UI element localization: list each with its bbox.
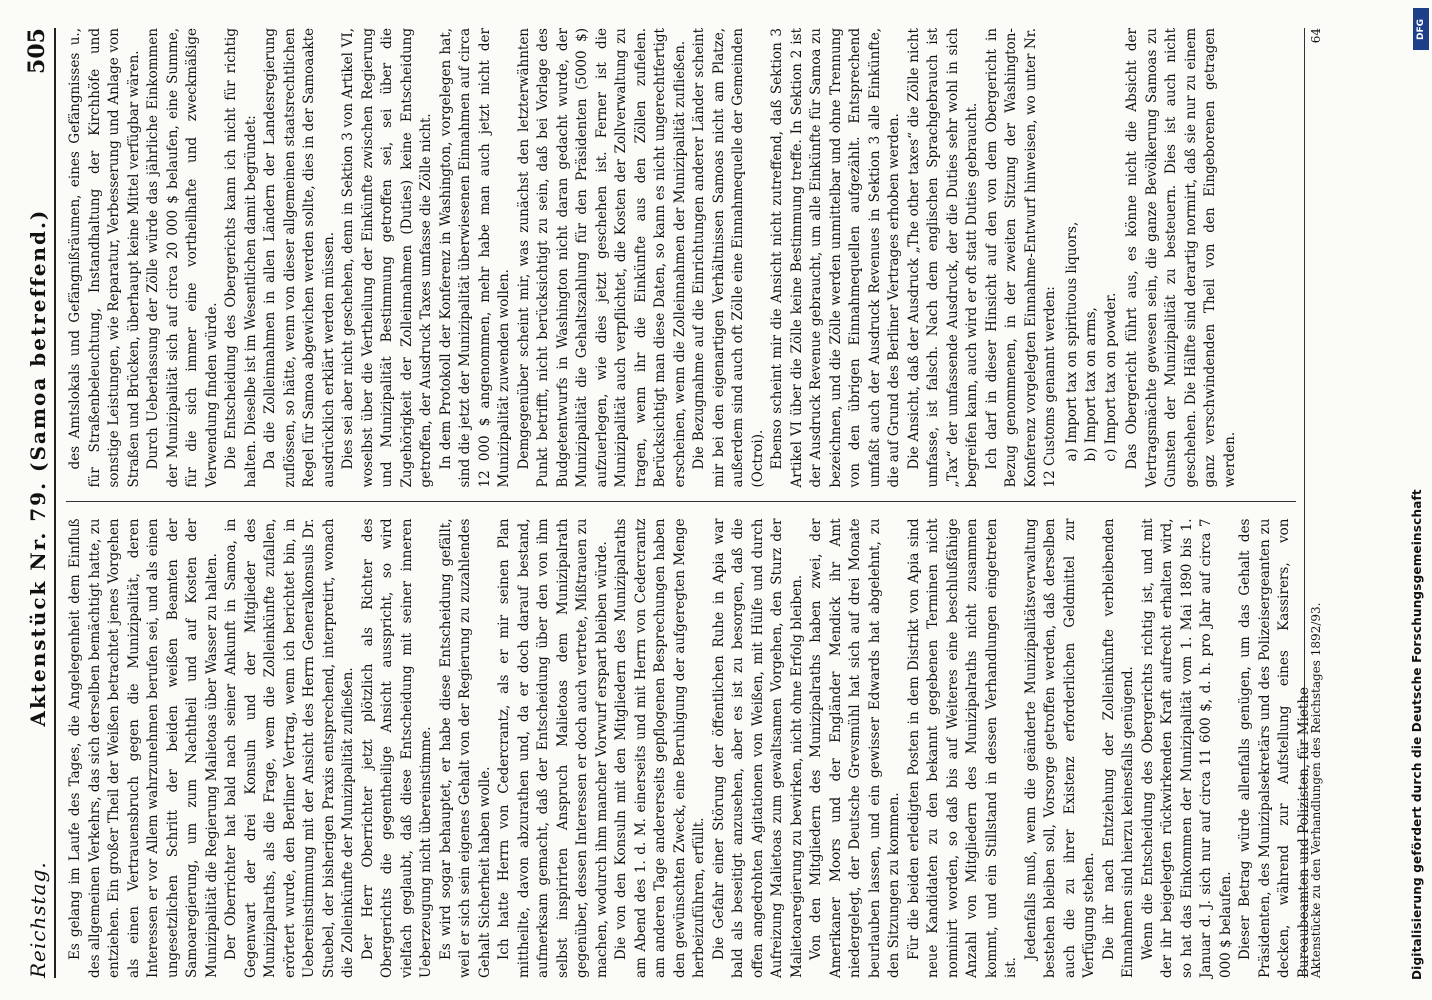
- paragraph: Jedenfalls muß, wenn die geänderte Munizipalitätsverwaltung bestehen bleiben soll, Vorsorge getroffen werden, daß derselben auch die zu ihrer Existenz erforderlichen Geldmittel zur Verfügung stehen.: [1022, 518, 1097, 978]
- paragraph: Von den Mitgliedern des Munizipalraths haben zwei, der Amerikaner Moors und der Engländer Mendick ihr Amt niedergelegt, der Deutsche Grevsmühl hat sich auf drei Monate beurlauben lassen, und ein gewisser Edwards hat abgelehnt, zu den Sitzungen zu kommen.: [808, 518, 902, 978]
- dfg-credit-strip: [1408, 10, 1430, 990]
- paragraph: In dem Protokoll der Konferenz in Washington, vorgelegen hat, sind die jetzt der Munizipalität überwiesenen Einnahmen auf circa 12 000 $ angenommen, mehr habe man auch jetzt nicht der Munizipalität zuwenden wollen.: [437, 28, 512, 488]
- paragraph: Demgegenüber scheint mir, was zunächst den letzterwähnten Punkt betrifft, nicht berücksichtigt zu sein, daß bei Vorlage des Budgetentwurfs in Washington nicht daran gedacht wurde, der Munizipalität die Gehaltszahlung für den Präsidenten (5000 $) aufzuerlegen, wie dies jetzt geschehen ist. Ferner ist die Munizipalität auch verpflichtet, die Kosten der Zollverwaltung zu tragen, wenn ihr die Einkünfte aus den Zöllen zufielen. Berücksichtigt man diese Daten, so kann es nicht ungerechtfertigt erscheinen, wenn die Zolleinnahmen der Munizipalität zufließen.: [515, 28, 688, 488]
- text-columns: [66, 28, 1312, 978]
- header-title: Aktenstück Nr. 79. (Samoa betreffend.): [26, 208, 50, 727]
- footer-source-note: Aktenstücke zu den Verhandlungen des Reichstages 1892/93.: [1309, 602, 1323, 978]
- paragraph: Die ihr nach Entziehung der Zolleinkünfte verbleibenden Einnahmen sind hierzu keinesfalls genügend.: [1100, 518, 1136, 978]
- dfg-logo-icon: DFG: [1413, 8, 1429, 50]
- paragraph: des Amtslokals und Gefängnißräumen, eines Gefängnisses u., für Straßenbeleuchtung, Instandhaltung der Kirchhöfe und sonstige Leistungen, wie Reparatur, Verbesserung und Anlage von Straßen und Brücken, überhaupt keine Mittel verfügbar wären.: [67, 28, 142, 488]
- paragraph: Es gelang im Laufe des Tages, die Angelegenheit dem Einfluß des allgemeinen Verkehrs, das sich derselben bemächtigt hatte, zu entziehen. Ein großer Theil der Weißen betrachtet jenes Vorgehen als einen Vertrauensbruch gegen die Munizipalität, deren Interessen er vor Allem wahrzunehmen berufen sei, und als einen ungesetzlichen Schritt der beiden weißen Beamten der Samoaregierung, um zum Nachtheil und auf Kosten der Munizipalität die Regierung Malietoas über Wasser zu halten.: [67, 518, 220, 978]
- paragraph: Da die Zolleinnahmen in allen Ländern der Landesregierung zuflössen, so hätte, wenn von dieser allgemeinen staatsrechtlichen Regel für Samoa abgewichen werden sollte, dies in der Samoaakte ausdrücklich erklärt werden müssen.: [262, 28, 337, 488]
- paragraph: Die Gefahr einer Störung der öffentlichen Ruhe in Apia war bald als beseitigt anzusehen, aber es ist zu besorgen, daß die offen angedrohten Agitationen von Weißen, mit Hülfe und durch Aufreizung Malietoas zum gewaltsamen Vorgehen, den Sturz der Malietoaregierung zu bewirken, nicht ohne Erfolg bleiben.: [710, 518, 805, 978]
- paragraph: Die von den Konsuln mit den Mitgliedern des Munizipalraths am Abend des 1. d. M. einerseits und mit Herrn von Cedercrantz am anderen Tage andererseits gepflogenen Besprechungen haben den gewünschten Zweck, eine Beruhigung der aufgeregten Menge herbeizuführen, erfüllt.: [613, 518, 707, 978]
- paragraph: Der Herr Oberrichter jetzt plötzlich als Richter des Obergerichts die gegentheilige Ansicht ausspricht, so wird vielfach geglaubt, daß diese Entscheidung mit seiner inneren Ueberzeugung nicht übereinstimme.: [359, 518, 434, 978]
- header-left: Reichstag.: [26, 861, 50, 978]
- column-right: [66, 28, 1296, 503]
- paragraph: Ich hatte Herrn von Cedercrantz, als er mir seinen Plan mittheilte, davon abzurathen und, da er doch darauf bestand, aufmerksam gemacht, daß der Entscheidung über den von ihm selbst inspirirten Anspruch Malietoas dem Munizipalrath gegenüber, dessen Interessen er doch auch vertrete, Mißtrauen zu machen, wodurch ihm mancher Vorwurf erspart bleiben würde.: [496, 518, 610, 978]
- footer-sheet-number: 64: [1309, 28, 1323, 44]
- dfg-credit-text: Digitalisierung gefördert durch die Deutsche Forschungsgemeinschaft: [1410, 489, 1424, 980]
- paragraph: Wenn die Entscheidung des Obergerichts richtig ist, und mit der ihr beigelegten rückwirkenden Kraft aufrecht erhalten wird, so hat das Einkommen der Munizipalität vom 1. Mai 1890 bis 1. Januar d. J. sich nur auf circa 11 600 $, d. h. pro Jahr auf circa 7 000 $ belaufen.: [1139, 518, 1234, 978]
- page-header: [22, 28, 56, 978]
- paragraph: Das Obergericht führt aus, es könne nicht die Absicht der Vertragsmächte gewesen sein, die ganze Bevölkerung Samoas zu Gunsten der Munizipalität zu besteuern. Dies ist auch nicht geschehen. Die Hälfte sind derartig normirt, daß sie nur zu einem ganz verschwindenden Theil von den Eingeborenen getragen werden.: [1124, 28, 1238, 488]
- paragraph: Die Ansicht, daß der Ausdruck „The other taxes“ die Zölle nicht umfasse, ist falsch. Nach dem englischen Sprachgebrauch ist „Tax“ der umfassende Ausdruck, der die Duties sehr wohl in sich begreifen kann, auch wird er oft statt Duties gebraucht.: [905, 28, 980, 488]
- column-left: [66, 518, 1312, 979]
- rotated-document-page: [22, 28, 1382, 978]
- paragraph: Die Bezugnahme auf die Einrichtungen anderer Länder scheint mir bei den eigenartigen Verhältnissen Samoas nicht am Platze, außerdem sind auch oft Zölle eine Einnahmequelle der Gemeinden (Octroi).: [691, 28, 766, 488]
- paragraph: Ebenso scheint mir die Ansicht nicht zutreffend, daß Sektion 3 Artikel VI über die Zölle keine Bestimmung treffe. In Sektion 2 ist der Ausdruck Revenue gebraucht, um alle Einkünfte für Samoa zu bezeichnen, und die Zölle werden unmittelbar und ohne Trennung von den übrigen Einnahmequellen aufgezählt. Entsprechend umfaßt auch der Ausdruck Revenues in Sektion 3 alle Einkünfte, die auf Grund des Berliner Vertrages erhoben werden.: [769, 28, 902, 488]
- list-item: c) Import tax on powder.: [1102, 292, 1119, 462]
- list: [1063, 28, 1122, 462]
- paragraph: Die Entscheidung des Obergerichts kann ich nicht für richtig halten. Dieselbe ist im Wesentlichen damit begründet:: [223, 28, 259, 488]
- paragraph: Dieser Betrag würde allenfalls genügen, um das Gehalt des Präsidenten, des Munizipalsekretärs und des Polizeisergeanten zu decken, während zur Aufstellung eines Kassirers, von Bureaubeamten und Polizisten, für Miethe: [1237, 518, 1312, 978]
- paragraph: Der Oberrichter hat bald nach seiner Ankunft in Samoa, in Gegenwart der drei Konsuln und der Mitglieder des Munizipalraths, als die Frage, wem die Zolleinkünfte zufallen, erörtert wurde, den Berliner Vertrag, wenn ich berichtet bin, in Uebereinstimmung mit der Ansicht des Herrn Generalkonsuls Dr. Stuebel, der bisherigen Praxis entsprechend, interpretirt, wonach die Zolleinkünfte der Munizipalität zufließen.: [223, 518, 356, 978]
- paragraph: Dies sei aber nicht geschehen, denn in Sektion 3 von Artikel VI, woselbst über die Vertheilung der Einkünfte zwischen Regierung und Munizipalität Bestimmung getroffen sei, sei über die Zugehörigkeit der Zolleinnahmen (Duties) keine Entscheidung getroffen, der Ausdruck Taxes umfasse die Zölle nicht.: [340, 28, 434, 488]
- paragraph: Es wird sogar behauptet, er habe diese Entscheidung gefällt, weil er sich sein eigenes Gehalt von der Regierung zu zuzahlendes Gehalt Sicherheit haben wolle.: [437, 518, 493, 978]
- paragraph: Durch Ueberlassung der Zölle würde das jährliche Einkommen der Munizipalität sich auf circa 20 000 $ belaufen, eine Summe, für die sich immer eine vortheilhafte und zweckmäßige Verwendung finden würde.: [145, 28, 220, 488]
- list-item: b) Import tax on arms,: [1083, 307, 1099, 462]
- page-number: 505: [24, 28, 50, 74]
- paragraph: Für die beiden erledigten Posten in dem Distrikt von Apia sind neue Kandidaten zu den bekannt gegebenen Terminen nicht nominirt worden, so daß bis auf Weiteres eine beschlußfähige Anzahl von Mitgliedern des Munizipalraths nicht zusammen kommt, und ein Stillstand in dessen Verhandlungen eingetreten ist.: [905, 518, 1019, 978]
- paragraph: Ich darf in dieser Hinsicht auf den von dem Obergericht in Bezug genommenen, in der zweiten Sitzung der Washington-Konferenz vorgelegten Einnahme-Entwurf hinweisen, wo unter Nr. 12 Customs genannt werden:: [983, 28, 1058, 488]
- page-footer: [1304, 28, 1323, 978]
- list-item: a) Import tax on spirituous liquors,: [1063, 221, 1080, 462]
